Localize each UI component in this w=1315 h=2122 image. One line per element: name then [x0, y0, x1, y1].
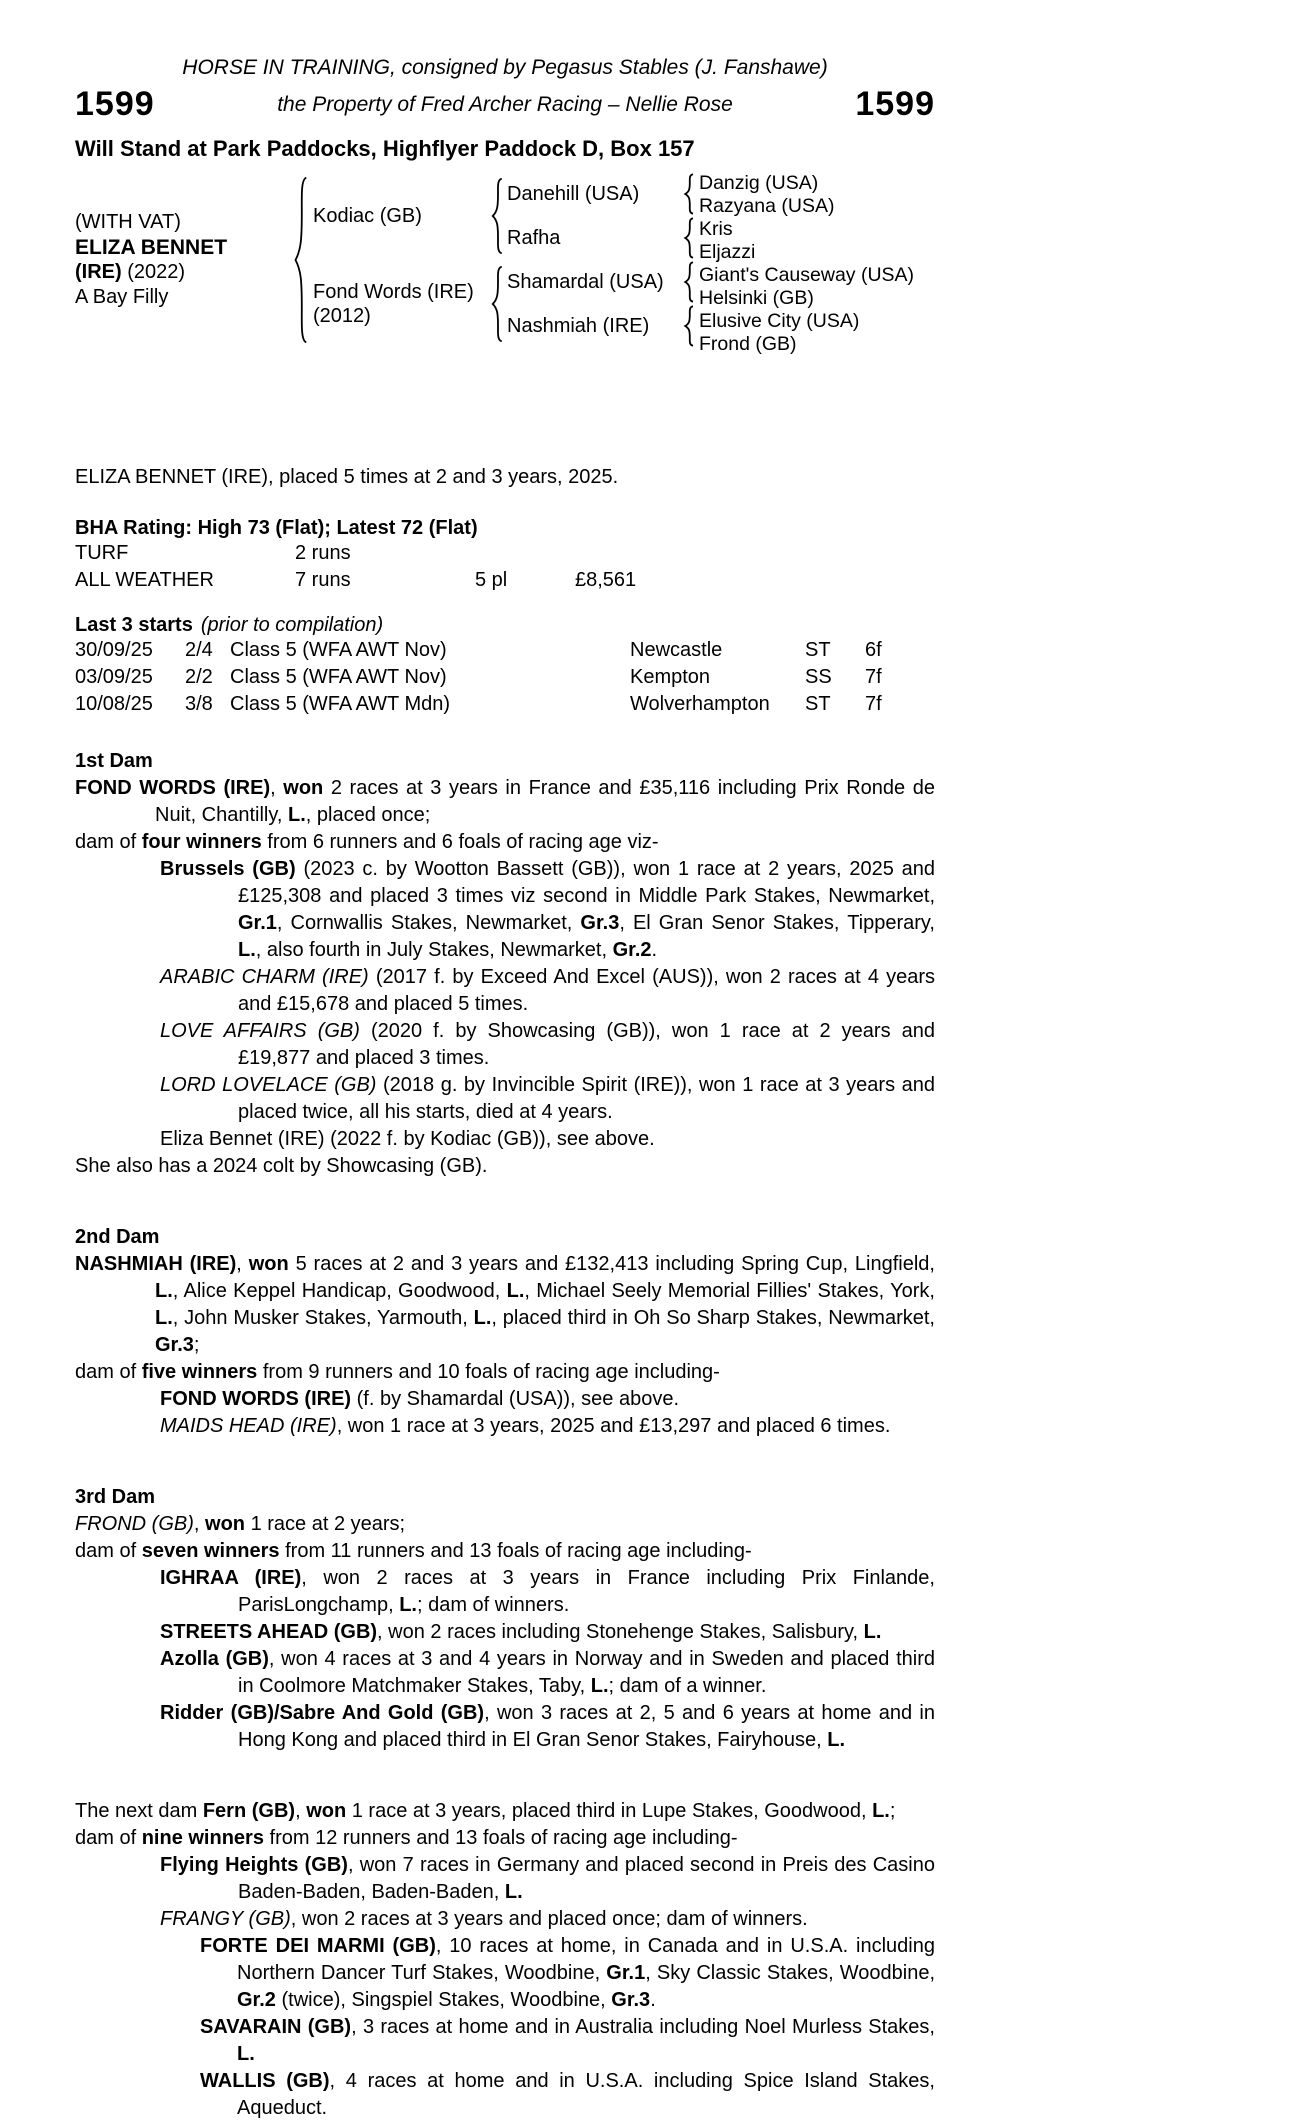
- text-run: , 4 races at home and in U.S.A. including Spice Island Stakes, Aqueduct.: [237, 2070, 935, 2119]
- para-love-affairs: [75, 1018, 935, 1072]
- text-run: L.: [590, 1675, 609, 1697]
- para-frond: [75, 1511, 935, 1538]
- heading-2nd-dam: [75, 1224, 935, 1251]
- para-ridder: [75, 1700, 935, 1754]
- text-run: Brussels (GB): [160, 858, 296, 880]
- para-eliza-bennet: [75, 1126, 935, 1153]
- text-run: (twice), Singspiel Stakes, Woodbine,: [275, 1989, 612, 2011]
- last3-title: Last 3 starts: [75, 614, 193, 636]
- text-run: (2023 c. by Wootton Bassett (GB)), won 1 race at 2 years, 2025 and £125,308 and placed 3 times viz second in Middle Park Stakes, Newmarket,: [238, 858, 935, 907]
- pedigree-mid-braces: [485, 172, 507, 348]
- dam-cell: [313, 260, 485, 348]
- text-run: won: [283, 777, 324, 799]
- text-run: , placed third in Oh So Sharp Stakes, Newmarket,: [491, 1307, 935, 1329]
- last3-table: [75, 637, 935, 718]
- text-run: Gr.1: [606, 1962, 646, 1984]
- text-run: L.: [155, 1307, 173, 1329]
- para-she-also-has: [75, 1153, 935, 1180]
- text-run: seven winners: [141, 1540, 280, 1562]
- text-run: , won 4 races at 3 and 4 years in Norway and in Sweden and placed third in Coolmore Matchmaker Stakes, Taby,: [238, 1648, 935, 1697]
- dam-dam: Nashmiah (IRE): [507, 314, 650, 337]
- text-run: , Sky Classic Stakes, Woodbine,: [645, 1962, 935, 1984]
- consignor-line: HORSE IN TRAINING, consigned by Pegasus Stables (J. Fanshawe): [182, 56, 828, 79]
- start-row-class: Class 5 (WFA AWT Nov): [230, 639, 447, 661]
- text-run: ;: [889, 1800, 896, 1822]
- text-run: ; dam of a winner.: [608, 1675, 767, 1697]
- sire-name: Kodiac (GB): [313, 205, 422, 227]
- sire-cell: [313, 172, 485, 260]
- start-row-going: ST: [805, 693, 831, 715]
- surface-row-runs: 2 runs: [295, 542, 351, 564]
- text-run: She also has a 2024 colt by Showcasing (GB).: [75, 1155, 488, 1177]
- property-line: the Property of Fred Archer Racing – Nellie Rose: [277, 92, 733, 116]
- text-run: LOVE AFFAIRS (GB): [160, 1020, 360, 1042]
- text-run: Fern (GB): [202, 1800, 296, 1822]
- pedigree-parents: [313, 172, 485, 348]
- pedigree-grandparents: [507, 172, 677, 348]
- text-run: , won 1 race at 3 years, 2025 and £13,297 and placed 6 times.: [336, 1415, 891, 1437]
- text-run: dam of: [75, 1361, 142, 1383]
- text-run: , won 7 races in Germany and placed second in Preis des Casino Baden-Baden, Baden-Baden,: [238, 1854, 935, 1903]
- heading-3rd-dam: [75, 1484, 935, 1511]
- text-run: .: [651, 939, 658, 961]
- text-run: ,: [236, 1253, 249, 1275]
- gg-name: Eljazzi: [699, 241, 756, 263]
- brace-icon: [485, 172, 507, 260]
- lot-number-right: 1599: [855, 85, 935, 123]
- surface-row-label: ALL WEATHER: [75, 569, 214, 591]
- text-run: L.: [473, 1307, 492, 1329]
- text-run: , John Musker Stakes, Yarmouth,: [172, 1307, 474, 1329]
- start-row: [75, 637, 935, 664]
- text-run: L.: [237, 2043, 255, 2065]
- para-dam-of-four-winners: [75, 829, 935, 856]
- start-row-pos: 2/4: [185, 639, 213, 661]
- text-run: 1 race at 3 years, placed third in Lupe Stakes, Goodwood,: [346, 1800, 873, 1822]
- text-run: ; dam of winners.: [416, 1594, 570, 1616]
- para-forte-dei-marmi: [75, 1933, 935, 2014]
- start-row-date: 03/09/25: [75, 666, 153, 688]
- stand-location-line: Will Stand at Park Paddocks, Highflyer Paddock D, Box 157: [75, 136, 695, 161]
- start-row-pos: 3/8: [185, 693, 213, 715]
- surface-record-table: [75, 540, 935, 594]
- pedigree-small-braces: [677, 172, 699, 348]
- horse-suffix: (IRE): [75, 261, 122, 283]
- text-run: from 11 runners and 13 foals of racing age including-: [279, 1540, 752, 1562]
- brace-icon: [485, 260, 507, 348]
- start-row-going: ST: [805, 639, 831, 661]
- text-run: L.: [399, 1594, 417, 1616]
- spacer: [75, 1180, 935, 1224]
- text-run: , Cornwallis Stakes, Newmarket,: [276, 912, 581, 934]
- para-dam-of-nine-winners: [75, 1825, 935, 1852]
- text-run: dam of: [75, 831, 142, 853]
- text-run: , 10 races at home, in Canada and in U.S.A. including Northern Dancer Turf Stakes, Woodbine,: [237, 1935, 935, 1984]
- sire-sire: Danehill (USA): [507, 182, 640, 205]
- text-run: WALLIS (GB): [200, 2070, 330, 2092]
- pedigree-main-brace: [287, 172, 313, 348]
- start-row-class: Class 5 (WFA AWT Mdn): [230, 693, 451, 715]
- text-run: 2nd Dam: [75, 1226, 160, 1248]
- text-run: Gr.3: [611, 1989, 651, 2011]
- surface-row-pl: 5 pl: [475, 569, 508, 591]
- text-run: four winners: [141, 831, 262, 853]
- brace-icon: [677, 172, 699, 216]
- start-row-course: Kempton: [630, 666, 711, 688]
- text-run: ,: [295, 1800, 307, 1822]
- text-run: nine winners: [141, 1827, 264, 1849]
- para-nashmiah: [75, 1251, 935, 1359]
- text-run: FOND WORDS (IRE): [160, 1388, 352, 1410]
- text-run: , placed once;: [305, 804, 431, 826]
- text-run: L.: [863, 1621, 882, 1643]
- para-fond-words-2: [75, 1386, 935, 1413]
- text-run: L.: [288, 804, 306, 826]
- brace-icon: [677, 260, 699, 304]
- pedigree-subject: [75, 172, 287, 348]
- text-run: , won 2 races including Stonehenge Stakes, Salisbury,: [377, 1621, 864, 1643]
- surface-row: [75, 567, 935, 594]
- horse-description: A Bay Filly: [75, 286, 169, 308]
- text-run: , won 2 races at 3 years in France including Prix Finlande, ParisLongchamp,: [238, 1567, 935, 1616]
- bha-rating: BHA Rating: High 73 (Flat); Latest 72 (Flat): [75, 517, 478, 539]
- text-run: Ridder (GB)/Sabre And Gold (GB): [160, 1702, 485, 1724]
- text-run: FOND WORDS (IRE): [75, 777, 271, 799]
- text-run: Flying Heights (GB): [160, 1854, 348, 1876]
- para-next-dam-fern: [75, 1798, 935, 1825]
- text-run: , 3 races at home and in Australia including Noel Murless Stakes,: [351, 2016, 935, 2038]
- text-run: , won 3 races at 2, 5 and 6 years at home and in Hong Kong and placed third in El Gran Senor Stakes, Fairyhouse,: [238, 1702, 935, 1751]
- text-run: IGHRAA (IRE): [160, 1567, 302, 1589]
- para-ighraa: [75, 1565, 935, 1619]
- text-run: 5 races at 2 and 3 years and £132,413 including Spring Cup, Lingfield,: [288, 1253, 935, 1275]
- text-run: won: [205, 1513, 246, 1535]
- text-run: from 12 runners and 13 foals of racing age including-: [263, 1827, 738, 1849]
- text-run: Eliza Bennet (IRE) (2022 f. by Kodiac (GB)), see above.: [160, 1128, 655, 1150]
- text-run: (2017 f. by Exceed And Excel (AUS)), won 2 races at 4 years and £15,678 and placed 5 times.: [238, 966, 935, 1015]
- text-run: L.: [506, 1280, 525, 1302]
- text-run: 1st Dam: [75, 750, 153, 772]
- para-savarain: [75, 2014, 935, 2068]
- text-run: MAIDS HEAD (IRE): [160, 1415, 337, 1437]
- text-run: dam of: [75, 1827, 142, 1849]
- lot-row: [75, 85, 935, 124]
- text-run: won: [248, 1253, 289, 1275]
- para-maids-head: [75, 1413, 935, 1440]
- spacer: [75, 1440, 935, 1484]
- para-wallis: [75, 2068, 935, 2122]
- text-run: Gr.3: [155, 1334, 194, 1356]
- text-run: L.: [238, 939, 256, 961]
- gg-name: Helsinki (GB): [699, 287, 814, 309]
- dam-sire: Shamardal (USA): [507, 270, 664, 293]
- vat-note: (WITH VAT): [75, 211, 181, 233]
- last3-note: (prior to compilation): [200, 614, 384, 636]
- pedigree-table: [75, 172, 935, 355]
- pedigree-great-grandparents: [699, 172, 935, 355]
- text-run: (2020 f. by Showcasing (GB)), won 1 race at 2 years and £19,877 and placed 3 times.: [238, 1020, 936, 1069]
- brace-icon: [677, 304, 699, 348]
- text-run: (2018 g. by Invincible Spirit (IRE)), won 1 race at 3 years and placed twice, all his starts, died at 4 years.: [238, 1074, 935, 1123]
- text-run: , Alice Keppel Handicap, Goodwood,: [172, 1280, 507, 1302]
- surface-row-runs: 7 runs: [295, 569, 351, 591]
- para-fond-words: [75, 775, 935, 829]
- start-row-course: Wolverhampton: [630, 693, 770, 715]
- gg-name: Elusive City (USA): [699, 310, 860, 332]
- para-azolla: [75, 1646, 935, 1700]
- last3-heading: [75, 614, 935, 637]
- horse-year: (2022): [121, 261, 186, 283]
- spacer: [75, 1754, 935, 1798]
- text-run: from 9 runners and 10 foals of racing age including-: [257, 1361, 720, 1383]
- text-run: , El Gran Senor Stakes, Tipperary,: [619, 912, 935, 934]
- text-run: (f. by Shamardal (USA)), see above.: [351, 1388, 680, 1410]
- start-row-class: Class 5 (WFA AWT Nov): [230, 666, 447, 688]
- start-row: [75, 664, 935, 691]
- heading-1st-dam: [75, 748, 935, 775]
- para-frangy: [75, 1906, 935, 1933]
- gg-name: Frond (GB): [699, 333, 797, 355]
- gg-name: Razyana (USA): [699, 195, 835, 217]
- text-run: Gr.1: [238, 912, 277, 934]
- text-run: STREETS AHEAD (GB): [160, 1621, 378, 1643]
- text-run: 2 races at 3 years in France and £35,116 including Prix Ronde de Nuit, Chantilly,: [155, 777, 935, 826]
- gg-name: Kris: [699, 218, 733, 240]
- text-run: Gr.3: [580, 912, 620, 934]
- text-run: Gr.2: [237, 1989, 276, 2011]
- dam-name: Fond Words (IRE): [313, 281, 474, 303]
- para-lord-lovelace: [75, 1072, 935, 1126]
- text-run: Azolla (GB): [160, 1648, 269, 1670]
- text-run: Gr.2: [612, 939, 652, 961]
- para-dam-of-seven-winners: [75, 1538, 935, 1565]
- text-run: 3rd Dam: [75, 1486, 156, 1508]
- start-row-dist: 7f: [865, 666, 882, 688]
- brace-icon: [677, 216, 699, 260]
- text-run: , won 2 races at 3 years and placed once; dam of winners.: [290, 1908, 808, 1930]
- text-run: won: [306, 1800, 347, 1822]
- text-run: FORTE DEI MARMI (GB): [200, 1935, 436, 1957]
- race-summary: ELIZA BENNET (IRE), placed 5 times at 2 and 3 years, 2025.: [75, 466, 619, 488]
- text-run: NASHMIAH (IRE): [75, 1253, 237, 1275]
- start-row-pos: 2/2: [185, 666, 213, 688]
- start-row-course: Newcastle: [630, 639, 723, 661]
- start-row-going: SS: [805, 666, 832, 688]
- text-run: , also fourth in July Stakes, Newmarket,: [255, 939, 613, 961]
- start-row-date: 30/09/25: [75, 639, 153, 661]
- text-run: L.: [872, 1800, 890, 1822]
- text-run: dam of: [75, 1540, 142, 1562]
- text-run: .: [650, 1989, 656, 2011]
- para-dam-of-five-winners: [75, 1359, 935, 1386]
- text-run: , Michael Seely Memorial Fillies' Stakes, York,: [524, 1280, 935, 1302]
- start-row-dist: 7f: [865, 693, 882, 715]
- start-row-dist: 6f: [865, 639, 882, 661]
- text-run: ;: [193, 1334, 200, 1356]
- surface-row-money: £8,561: [575, 569, 637, 591]
- gg-name: Danzig (USA): [699, 172, 819, 194]
- brace-icon: [287, 172, 313, 348]
- gg-name: Giant's Causeway (USA): [699, 264, 915, 286]
- text-run: FROND (GB): [75, 1513, 194, 1535]
- text-run: from 6 runners and 6 foals of racing age viz-: [261, 831, 659, 853]
- lot-number-left: 1599: [75, 85, 155, 123]
- start-row: [75, 691, 935, 718]
- horse-suffix-year: [75, 260, 287, 285]
- pedigree-text-blocks: [75, 748, 935, 2122]
- text-run: LORD LOVELACE (GB): [160, 1074, 377, 1096]
- text-run: SAVARAIN (GB): [200, 2016, 352, 2038]
- page-content: [75, 55, 935, 2122]
- para-streets-ahead: [75, 1619, 935, 1646]
- text-run: L.: [504, 1881, 523, 1903]
- text-run: five winners: [141, 1361, 258, 1383]
- sire-dam: Rafha: [507, 226, 561, 249]
- text-run: The next dam: [75, 1800, 203, 1822]
- text-run: ,: [270, 777, 284, 799]
- text-run: L.: [155, 1280, 173, 1302]
- para-brussels: [75, 856, 935, 964]
- text-run: ARABIC CHARM (IRE): [160, 966, 369, 988]
- surface-row-label: TURF: [75, 542, 129, 564]
- text-run: FRANGY (GB): [160, 1908, 291, 1930]
- dam-year: (2012): [313, 305, 371, 327]
- para-flying-heights: [75, 1852, 935, 1906]
- text-run: 1 race at 2 years;: [245, 1513, 406, 1535]
- surface-row: [75, 540, 935, 567]
- text-run: L.: [827, 1729, 846, 1751]
- start-row-date: 10/08/25: [75, 693, 153, 715]
- text-run: ,: [193, 1513, 206, 1535]
- horse-name: ELIZA BENNET: [75, 236, 228, 259]
- para-arabic-charm: [75, 964, 935, 1018]
